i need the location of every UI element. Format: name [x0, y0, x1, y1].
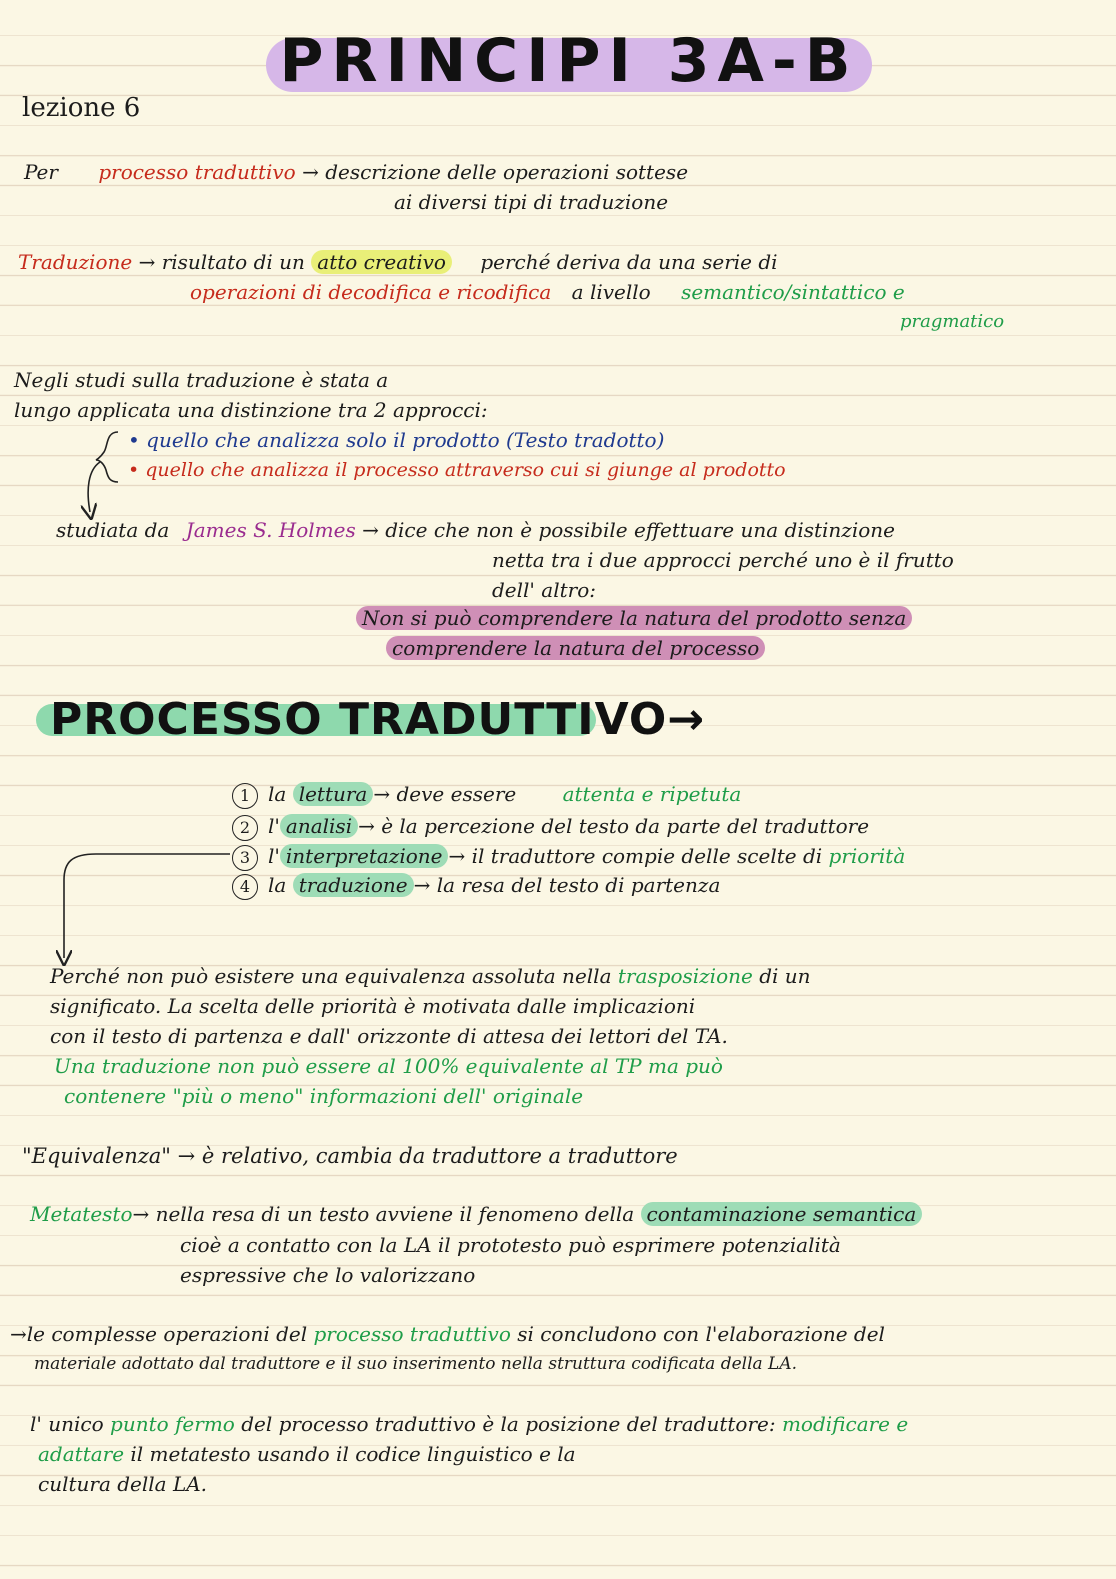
studies-line2: lungo applicata una distinzione tra 2 approcci: — [14, 398, 488, 422]
equivalence-green2: contenere "più o meno" informazioni dell' originale — [64, 1084, 584, 1108]
arrow-icon: → — [448, 844, 466, 868]
metatesto-text1: nella resa di un testo avviene il fenomeno della — [155, 1202, 635, 1226]
arrow-icon: → — [132, 1202, 150, 1226]
metatesto-line3: espressive che lo valorizzano — [180, 1263, 476, 1287]
step-green: priorità — [828, 844, 906, 868]
fixed-pre: l' unico — [30, 1412, 104, 1436]
def-per-word: Per — [24, 160, 58, 184]
complex-post: si concludono con l'elaborazione del — [517, 1322, 885, 1346]
equivalence-green: trasposizione — [617, 964, 753, 988]
studies-bullet2: • quello che analizza il processo attraverso cui si giunge al prodotto — [128, 459, 786, 481]
author-name: James S. Holmes — [185, 518, 356, 542]
arrow-icon: → — [138, 250, 156, 274]
arrow-icon: → — [413, 873, 431, 897]
arrow-icon: → — [362, 518, 379, 542]
def-traduzione-mid: a livello — [571, 280, 651, 304]
arrow-icon: → — [302, 160, 319, 184]
brace-icon — [96, 432, 118, 482]
def-traduzione-post: perché deriva da una serie di — [480, 250, 778, 274]
arrow-icon: → — [358, 814, 375, 838]
metatesto-term: Metatesto — [30, 1202, 133, 1226]
def-traduzione-term: Traduzione — [18, 250, 133, 274]
fixed-green1: punto fermo — [110, 1412, 235, 1436]
metatesto-line2: cioè a contatto con la LA il prototesto può esprimere potenzialità — [180, 1233, 841, 1257]
step-pre: la — [268, 782, 287, 806]
step-pre: l' — [268, 844, 280, 868]
studies-arrow-icon — [88, 462, 100, 512]
holmes-text1: dice che non è possibile effettuare una distinzione — [385, 518, 895, 542]
def-per-line2: ai diversi tipi di traduzione — [394, 190, 669, 214]
step-keyword: lettura — [293, 782, 374, 806]
step-text: il traduttore compie delle scelte di — [471, 844, 823, 868]
quote-highlight2: comprendere la natura del processo — [386, 636, 765, 660]
step-pre: l' — [268, 814, 280, 838]
def-per-term: processo traduttivo — [98, 160, 296, 184]
step-text: la resa del testo di partenza — [436, 873, 721, 897]
step-pre: la — [268, 873, 287, 897]
holmes-line2: netta tra i due approcci perché uno è il frutto — [492, 548, 954, 572]
fixed-green3: adattare — [38, 1442, 125, 1466]
step-number: 2 — [232, 815, 258, 841]
fixed-line3: cultura della LA. — [38, 1472, 208, 1496]
fixed-mid: del processo traduttivo è la posizione del traduttore: — [241, 1412, 776, 1436]
equivalence-green1: Una traduzione non può essere al 100% equivalente al TP ma può — [54, 1054, 723, 1078]
studies-bullet1: • quello che analizza solo il prodotto (Testo tradotto) — [128, 428, 665, 452]
arrow-icon: → — [373, 782, 391, 806]
studied-by: studiata da — [56, 518, 170, 542]
def-traduzione-pre: risultato di un — [161, 250, 305, 274]
step-text: è la percezione del testo da parte del traduttore — [381, 814, 870, 838]
step-keyword: analisi — [280, 814, 358, 838]
complex-pre: le complesse operazioni del — [26, 1322, 308, 1346]
def-traduzione-highlight: atto creativo — [311, 250, 452, 274]
arrow-icon: → — [667, 694, 706, 745]
metatesto-highlight: contaminazione semantica — [641, 1202, 923, 1226]
step-number: 3 — [232, 845, 258, 871]
step-green: attenta e ripetuta — [562, 782, 742, 806]
arrow-icon: → — [10, 1322, 27, 1346]
equivalence-text1: Perché non può esistere una equivalenza assoluta nella — [50, 964, 612, 988]
equivalenza-note: "Equivalenza" → è relativo, cambia da traduttore a traduttore — [22, 1144, 678, 1168]
step-text: deve essere — [396, 782, 517, 806]
step-number: 4 — [232, 874, 258, 900]
fixed-text2: il metatesto usando il codice linguistico e la — [130, 1442, 576, 1466]
step-keyword: interpretazione — [280, 844, 449, 868]
interpretation-arrow-icon — [64, 854, 230, 958]
equivalence-line3: con il testo di partenza e dall' orizzonte di attesa dei lettori del TA. — [50, 1024, 728, 1048]
def-traduzione-green2: pragmatico — [900, 311, 1005, 332]
page-title: PRINCIPI 3A-B — [279, 26, 859, 96]
fixed-green2: modificare e — [781, 1412, 909, 1436]
def-traduzione-green: semantico/sintattico e — [681, 280, 905, 304]
step-keyword: traduzione — [293, 873, 414, 897]
section-heading-text: PROCESSO TRADUTTIVO — [50, 694, 668, 745]
equivalence-line2: significato. La scelta delle priorità è motivata dalle implicazioni — [50, 994, 696, 1018]
holmes-line3: dell' altro: — [492, 578, 596, 602]
quote-highlight1: Non si può comprendere la natura del prodotto senza — [356, 606, 912, 630]
def-traduzione-red: operazioni di decodifica e ricodifica — [190, 280, 552, 304]
studies-line1: Negli studi sulla traduzione è stata a — [14, 368, 389, 392]
complex-line2: materiale adottato dal traduttore e il suo inserimento nella struttura codificata della LA. — [34, 1354, 798, 1374]
complex-green: processo traduttivo — [313, 1322, 511, 1346]
equivalence-text1b: di un — [759, 964, 811, 988]
step-number: 1 — [232, 783, 258, 809]
lesson-label: lezione 6 — [22, 93, 141, 123]
def-per-text1: descrizione delle operazioni sottese — [325, 160, 689, 184]
